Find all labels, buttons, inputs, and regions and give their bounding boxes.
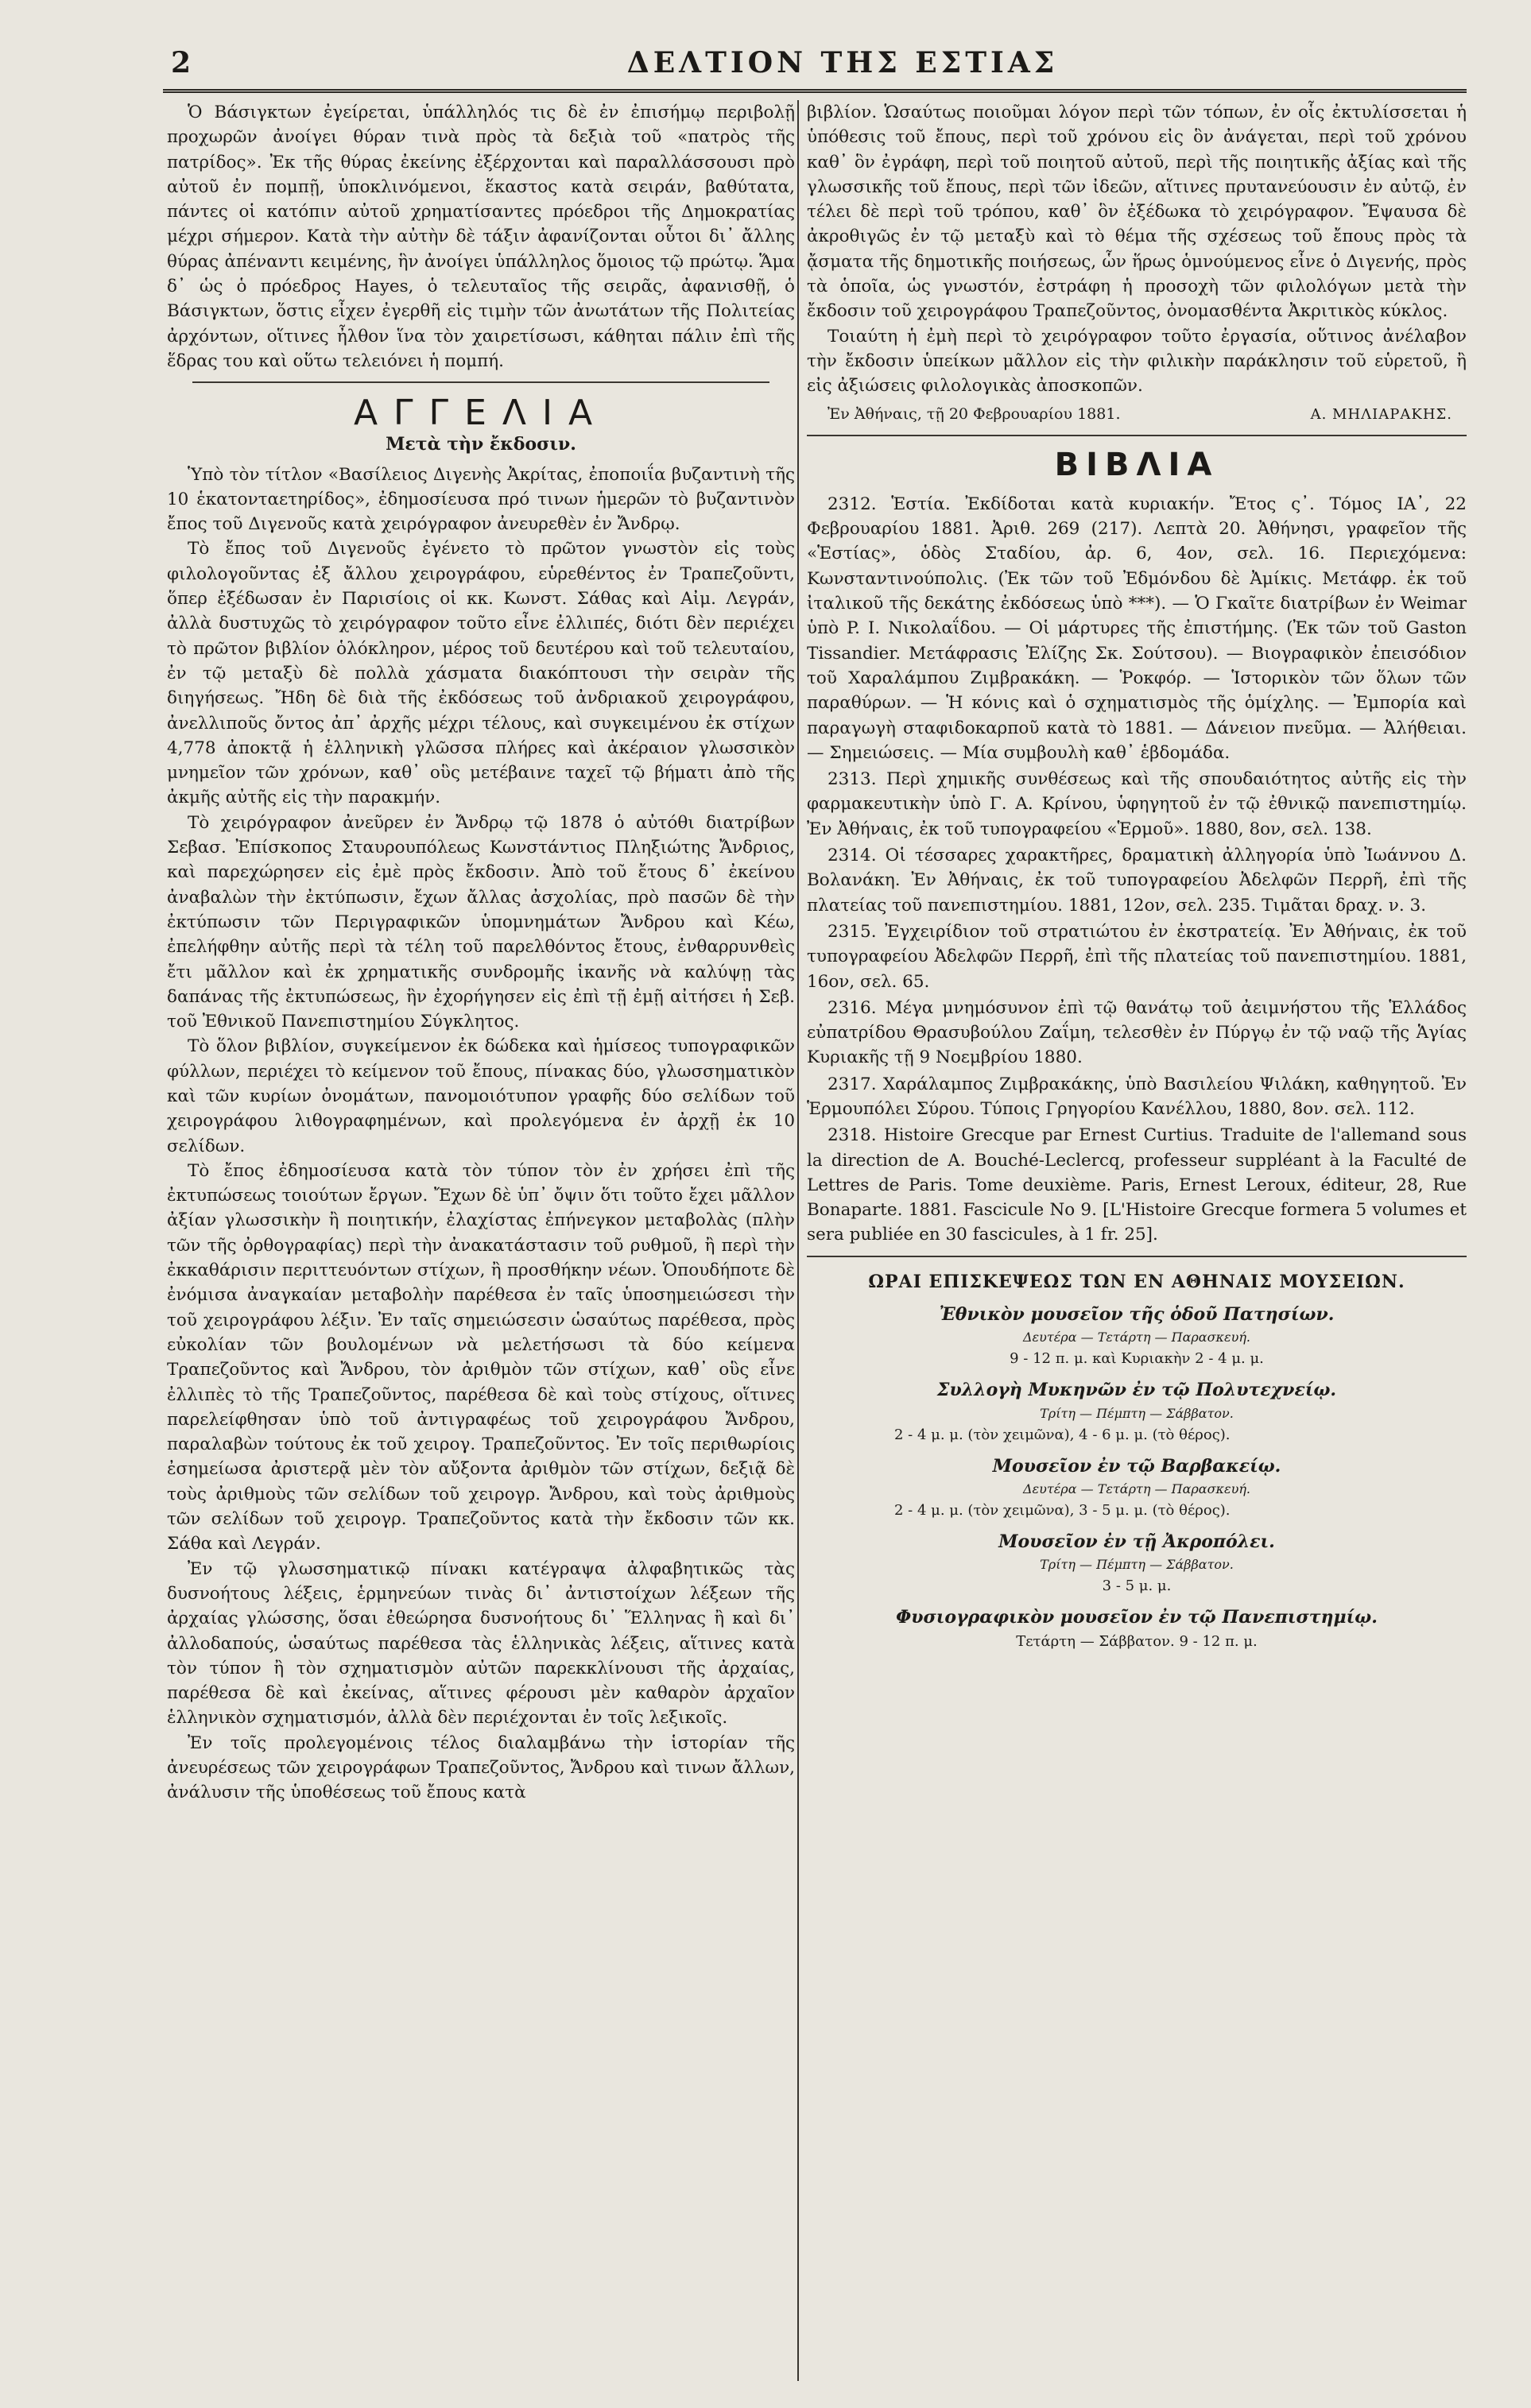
museum-name: Μουσεῖον ἐν τῇ Ἀκροπόλει. <box>998 1531 1275 1552</box>
date-line: Ἐν Ἀθήναις, τῇ 20 Φεβρουαρίου 1881. <box>828 405 1121 423</box>
book-entry: 2317. Χαράλαμπος Ζιμβρακάκης, ὑπὸ Βασιλείου Ψιλάκη, καθηγητοῦ. Ἐν Ἑρμουπόλει Σύρου. Τύποις Γρηγορίου Κανέλλου, 1880, 8ον. σελ. 112. <box>807 1074 1467 1119</box>
right-column <box>807 100 1467 1653</box>
book-entry: 2312. Ἑστία. Ἐκδίδοται κατὰ κυριακήν. Ἔτος ς᾽. Τόμος ΙΑ᾽, 22 Φεβρουαρίου 1881. Ἀριθ. 269 (217). Λεπτὰ 20. Ἀθήνησι, γραφεῖον τῆς «Ἑστίας», ὁδὸς Σταδίου, ἀρ. 6, 4ον, σελ. 16. Περιεχόμενα: Κωνσταντινούπολις. (Ἐκ τῶν τοῦ Ἐδμόνδου δὲ Ἀμίκις. Μετάφρ. ἐκ τοῦ ἰταλικοῦ τῆς δεκάτης ἐκδόσεως ὑπὸ ***). — Ὁ Γκαῖτε διατρίβων ἐν Weimar ὑπὸ P. I. Νικολαΐδου. — Οἱ μάρτυρες τῆς ἐπιστήμης. (Ἐκ τῶν τοῦ Gaston Tissandier. Μετάφρασις Ἐλίζης Σκ. Σούτσου). — Βιογραφικὸν ἐπεισόδιον τοῦ Χαραλάμπου Ζιμβρακάκη. — Ῥοκφόρ. — Ἱστορικὸν τῶν ὅλων τῶν παραθύρων. — Ἡ κόνις καὶ ὁ σχηματισμὸς τῆς ὁμίχλης. — Ἐμπορία καὶ παραγωγὴ σταφιδοκαρποῦ κατὰ τὸ 1881. — Δάνειον πνεῦμα. — Ἀλήθειαι. — Σημειώσεις. — Μία συμβουλὴ καθ᾽ ἑβδομάδα. <box>807 494 1467 763</box>
book-entry: 2313. Περὶ χημικῆς συνθέσεως καὶ τῆς σπουδαιότητος αὐτῆς εἰς τὴν φαρμακευτικὴν ὑπὸ Γ. Α. Κρίνου, ὑφηγητοῦ ἐν τῷ ἐθνικῷ πανεπιστημίῳ. Ἐν Ἀθήναις, ἐκ τοῦ τυπογραφείου «Ἑρμοῦ». 1880, 8ον, σελ. 138. <box>807 769 1467 839</box>
section-divider <box>807 1256 1467 1257</box>
museum-item <box>807 1605 1467 1652</box>
museum-item <box>807 1530 1467 1597</box>
book-entry: 2316. Μέγα μνημόσυνον ἐπὶ τῷ θανάτῳ τοῦ ἀειμνήστου τῆς Ἑλλάδος εὐπατρίδου Θρασυβούλου Ζαΐμη, τελεσθὲν ἐν Πύργῳ ἐν τῷ ναῷ τῆς Ἁγίας Κυριακῆς τῇ 9 Νοεμβρίου 1880. <box>807 997 1467 1068</box>
signature-line <box>807 402 1467 427</box>
left-column <box>167 100 795 1806</box>
announcement-paragraph: Ἐν τοῖς προλεγομένοις τέλος διαλαμβάνω τὴν ἱστορίαν τῆς ἀνευρέσεως τῶν χειρογράφων Τραπεζοῦντος, Ἄνδρου καὶ τινων ἄλλων, ἀνάλυσιν τῆς ὑποθέσεως τοῦ ἔπους κατὰ <box>167 1732 795 1803</box>
announcement-paragraph: Τὸ ὅλον βιβλίον, συγκείμενον ἐκ δώδεκα καὶ ἡμίσεος τυπογραφικῶν φύλλων, περιέχει τὸ κείμενον τοῦ ἔπους, πίνακας δύο, γλωσσηματικὸν καὶ τῶν κυρίων ὀνομάτων, πανομοιότυπον γραφῆς δύο σελίδων τοῦ χειρογράφου λιθογραφημένων, καὶ προλεγόμενα ἐν ἀρχῇ ἐκ 10 σελίδων. <box>167 1036 795 1156</box>
museums-title: ΩΡΑΙ ΕΠΙΣΚΕΨΕΩΣ ΤΩΝ ΕΝ ΑΘΗΝΑΙΣ ΜΟΥΣΕΙΩΝ. <box>868 1271 1405 1292</box>
announcement-paragraph: Τὸ ἔπος ἐδημοσίευσα κατὰ τὸν τύπον τὸν ἐν χρήσει ἐπὶ τῆς ἐκτυπώσεως τοιούτων ἔργων. Ἔχων δὲ ὑπ᾽ ὄψιν ὅτι τοῦτο ἔχει μᾶλλον ἀξίαν γλωσσικὴν ἢ ποιητικήν, ἐλαχίστας ἐπήνεγκον μεταβολὰς (πλὴν τῶν τῆς ὀρθογραφίας) περὶ τὴν ἀνακατάστασιν τοῦ ρυθμοῦ, ἢ περὶ τὴν ἐκκαθάρισιν περιττευόντων στίχων, ἢ προσθήκην νέων. Ὁπουδήποτε δὲ ἐνόμισα ἀναγκαίαν μεταβολὴν παρέθεσα ἐν ταῖς ὑποσημειώσεσι τὴν τοῦ χειρογράφου λέξιν. Ἐν ταῖς σημειώσεσιν ὡσαύτως παρέθεσα, πρὸς εὐκολίαν τῶν βουλομένων νὰ μελετήσωσι τὰ δύο κείμενα Τραπεζοῦντος καὶ Ἄνδρου, τὸν ἀριθμὸν τῶν στίχων, καθ᾽ οὓς εἶνε ἐλλιπὲς τὸ τῆς Τραπεζοῦντος, παρέθεσα δὲ καὶ τοὺς στίχους, οἵτινες παρελείφθησαν ὑπὸ τοῦ ἀντιγραφέως τοῦ χειρογράφου Ἄνδρου, παραλαβὼν τούτους ἐκ τοῦ χειρογ. Τραπεζοῦντος. Ἐν τοῖς περιθωρίοις ἐσημείωσα ἀριστερᾷ μὲν τὸν αὔξοντα ἀριθμὸν τῶν στίχων, δεξιᾷ δὲ τοὺς ἀριθμοὺς τῶν σελίδων τοῦ χειρογρ. Ἄνδρου, καὶ τοὺς ἀριθμοὺς τῶν σελίδων τοῦ χειρογρ. Τραπεζοῦντος κατὰ τὴν ἔκδοσιν τῶν κκ. Σάθα καὶ Λεγράν. <box>167 1160 795 1554</box>
section-divider <box>192 381 770 383</box>
museum-days: Δευτέρα — Τετάρτη — Παρασκευή. <box>1023 1481 1250 1496</box>
book-entry: 2318. Histoire Grecque par Ernest Curtius. Traduite de l'allemand sous la direction de A. Bouché-Leclercq, professeur suppléant à la Faculté de Lettres de Paris. Tome deuxième. Paris, Ernest Leroux, éditeur, 28, Rue Bonaparte. 1881. Fascicule No 9. [L'Histoire Grecque formera 5 volumes et sera publiée en 30 fascicules, à 1 fr. 25]. <box>807 1125 1467 1245</box>
announcement-paragraph: Τὸ χειρόγραφον ἀνεῦρεν ἐν Ἄνδρῳ τῷ 1878 ὁ αὐτόθι διατρίβων Σεβασ. Ἐπίσκοπος Σταυρουπόλεως Κωνστάντιος Πληξιώτης Ἄνδριος, καὶ παρεχώρησεν εἰς ἐμὲ πρὸς ἔκδοσιν. Ἀπὸ τοῦ ἔτους δ᾽ ἐκείνου ἀναβαλὼν τὴν ἐκτύπωσιν, ἔχων ἄλλας ἀσχολίας, πρὸ πασῶν δὲ τὴν ἐκτύπωσιν τῶν Περιγραφικῶν ὑπομνημάτων Ἄνδρου καὶ Κέω, ἐπελήφθην αὐτῆς περὶ τὰ τέλη τοῦ παρελθόντος ἔτους, ἐνθαρρυνθεὶς ἔτι μᾶλλον καὶ ἐκ χρηματικῆς συνδρομῆς ἱκανῆς νὰ καλύψῃ τὰς δαπάνας τῆς ἐκτυπώσεως, ἣν ἐχορήγησεν εἰς ἐπὶ τῇ ἐμῇ αἰτήσει ἡ Σεβ. τοῦ Ἐθνικοῦ Πανεπιστημίου Σύγκλητος. <box>167 812 795 1032</box>
museum-name: Μουσεῖον ἐν τῷ Βαρβακείῳ. <box>992 1455 1281 1477</box>
book-entry: 2315. Ἐγχειρίδιον τοῦ στρατιώτου ἐν ἐκστρατείᾳ. Ἐν Ἀθήναις, ἐκ τοῦ τυπογραφείου Ἀδελφῶν Περρῆ, ἐπὶ τῆς πλατείας τοῦ πανεπιστημίου. 1881, 16ον, σελ. 65. <box>807 921 1467 992</box>
museum-name: Ἐθνικὸν μουσεῖον τῆς ὁδοῦ Πατησίων. <box>939 1304 1335 1326</box>
announcement-continuation: βιβλίον. Ὡσαύτως ποιοῦμαι λόγον περὶ τῶν τόπων, ἐν οἷς ἐκτυλίσσεται ἡ ὑπόθεσις τοῦ ἔπους, περὶ τοῦ χρόνου εἰς ὃν ἀνάγεται, περὶ τοῦ χρόνου καθ᾽ ὃν ἐγράφη, περὶ τοῦ ποιητοῦ αὐτοῦ, περὶ τῆς ποιητικῆς ἀξίας καὶ τῆς γλωσσικῆς τοῦ ἔπους, περὶ τῶν ἰδεῶν, αἵτινες πρυτανεύουσιν ἐν αὐτῷ, ἐν τέλει δὲ περὶ τοῦ τρόπου, καθ᾽ ὃν ἐξέδωκα τὸ χειρόγραφον. Ἔψαυσα δὲ ἀκροθιγῶς ἐν τῷ μεταξὺ καὶ τὸ θέμα τῆς σχέσεως τοῦ ἔπους πρὸς τὰ ᾄσματα τῆς δημοτικῆς ποιήσεως, ὧν ἥρως ὁμνούμενος εἶνε ὁ Διγενής, πρὸς τὰ ὁποῖα, ὡς γνωστόν, ἐστράφη ἡ προσοχὴ τῶν φιλολόγων μετὰ τὴν ἔκδοσιν τοῦ χειρογράφου Τραπεζοῦντος, ὀνομασθέντα Ἀκριτικὸς κύκλος. <box>807 103 1467 322</box>
section-divider <box>807 435 1467 436</box>
museum-item <box>807 1303 1467 1370</box>
announcement-paragraph: Τὸ ἔπος τοῦ Διγενοῦς ἐγένετο τὸ πρῶτον γνωστὸν εἰς τοὺς φιλολογοῦντας ἐξ ἄλλου χειρογράφου, εὑρεθέντος ἐν Τραπεζοῦντι, ὅπερ ἐξέδωσαν ἐν Παρισίοις οἱ κκ. Κωνστ. Σάθας καὶ Αἰμ. Λεγράν, ἀλλὰ δυστυχῶς τὸ χειρόγραφον τοῦτο εἶνε ἐλλιπές, διότι δὲν περιέχει τὸ πρῶτον βιβλίον ὁλόκληρον, μέρος τοῦ δευτέρου καὶ τοῦ τελευταίου, ἐν τῷ μεταξὺ δὲ πολλὰ χάσματα διακόπτουσι τὴν σειρὰν τῆς διηγήσεως. Ἤδη δὲ διὰ τῆς ἐκδόσεως τοῦ ἀνδριακοῦ χειρογράφου, ἀνελλιποῦς ὄντος ἀπ᾽ ἀρχῆς μέχρι τέλους, καὶ συγκειμένου ἐκ στίχων 4,778 ἀποκτᾷ ἡ ἑλληνικὴ γλῶσσα πλήρες καὶ ἀκέραιον γλωσσικὸν μνημεῖον τῶν χρόνων, καθ᾽ οὓς μετέβαινε ταχεῖ τῷ βήματι ἀπὸ τῆς ἀκμῆς αὐτῆς εἰς τὴν παρακμήν. <box>167 539 795 808</box>
museum-name: Φυσιογραφικὸν μουσεῖον ἐν τῷ Πανεπιστημίῳ. <box>896 1607 1378 1628</box>
header-rule <box>163 89 1467 93</box>
museum-days: Τρίτη — Πέμπτη — Σάββατον. <box>1040 1405 1234 1421</box>
museum-hours: 3 - 5 μ. μ. <box>1102 1578 1172 1595</box>
museum-hours: 2 - 4 μ. μ. (τὸν χειμῶνα), 3 - 5 μ. μ. (τὸ θέρος). <box>894 1501 1231 1519</box>
museum-hours: Τετάρτη — Σάββατον. 9 - 12 π. μ. <box>1016 1632 1258 1650</box>
museum-hours: 2 - 4 μ. μ. (τὸν χειμῶνα), 4 - 6 μ. μ. (τὸ θέρος). <box>894 1426 1231 1443</box>
announcement-title: ΑΓΓΕΛΙΑ <box>353 393 609 434</box>
museum-item <box>807 1378 1467 1446</box>
museum-days: Τρίτη — Πέμπτη — Σάββατον. <box>1040 1557 1234 1573</box>
museum-days: Δευτέρα — Τετάρτη — Παρασκευή. <box>1023 1330 1250 1345</box>
museum-name: Συλλογὴ Μυκηνῶν ἐν τῷ Πολυτεχνείῳ. <box>936 1380 1337 1401</box>
column-rule <box>797 100 799 2381</box>
announcement-closing: Τοιαύτη ἡ ἐμὴ περὶ τὸ χειρόγραφον τοῦτο ἐργασία, οὕτινος ἀνέλαβον τὴν ἔκδοσιν ὑπείκων μᾶλλον εἰς τὴν φιλικὴν παράκλησιν τοῦ εὑρετοῦ, ἢ εἰς ἀξιώσεις φιλολογικὰς ἀποσκοπῶν. <box>807 326 1467 397</box>
intro-paragraph: Ὁ Βάσιγκτων ἐγείρεται, ὑπάλληλός τις δὲ ἐν ἐπισήμῳ περιβολῇ προχωρῶν ἀνοίγει θύραν τινὰ πρὸς τὰ δεξιὰ τοῦ «πατρὸς τῆς πατρίδος». Ἐκ τῆς θύρας ἐκείνης ἐξέρχονται καὶ παραλλάσσουσι πρὸ αὐτοῦ ἐν πομπῇ, ὑποκλινόμενοι, ἕκαστος κατὰ σειράν, βαθύτατα, πάντες οἱ κατόπιν αὐτοῦ χρηματίσαντες πρόεδροι τῆς Δημοκρατίας μέχρι σήμερον. Κατὰ τὴν αὐτὴν δὲ τάξιν ἀφανίζονται οὗτοι δι᾽ ἄλλης θύρας ἀπέναντι κειμένης, ἣν ἀνοίγει ὑπάλληλος ὅμοιος τῷ πρώτῳ. Ἅμα δ᾽ ὡς ὁ πρόεδρος Hayes, ὁ τελευταῖος τῆς σειρᾶς, ἀφανισθῇ, ὁ Βάσιγκτων, ὅστις εἶχεν ἐγερθῆ εἰς τιμὴν τῶν ἀνωτάτων τῆς Πολιτείας ἀρχόντων, οἵτινες ἦλθον ἵνα τὸν χαιρετίσωσι, κάθηται πάλιν ἐπὶ τῆς ἕδρας του καὶ οὕτω τελειόνει ἡ πομπή. <box>167 103 795 371</box>
page-number: 2 <box>171 46 192 79</box>
signature: Α. ΜΗΛΙΑΡΑΚΗΣ. <box>1310 405 1452 423</box>
running-title: ΔΕΛΤΙΟΝ ΤΗΣ ΕΣΤΙΑΣ <box>626 46 1059 79</box>
book-entry: 2314. Οἱ τέσσαρες χαρακτῆρες, δραματικὴ ἀλληγορία ὑπὸ Ἰωάννου Δ. Βολανάκη. Ἐν Ἀθήναις, ἐκ τοῦ τυπογραφείου Ἀδελφῶν Περρῆ, ἐπὶ τῆς πλατείας τοῦ πανεπιστημίου. 1881, 12ον, σελ. 235. Τιμᾶται δραχ. ν. 3. <box>807 846 1467 916</box>
books-title: ΒΙΒΛΙΑ <box>1054 446 1219 483</box>
announcement-subtitle: Μετὰ τὴν ἔκδοσιν. <box>386 434 576 455</box>
announcement-paragraph: Ὑπὸ τὸν τίτλον «Βασίλειος Διγενὴς Ἀκρίτας, ἐποποιΐα βυζαντινὴ τῆς 10 ἑκατονταετηρίδος», ἐδημοσίευσα πρό τινων ἡμερῶν τὸ βυζαντινὸν ἔπος τοῦ Διγενοῦς κατὰ χειρόγραφον ἀνευρεθὲν ἐν Ἄνδρῳ. <box>167 464 795 535</box>
announcement-paragraph: Ἐν τῷ γλωσσηματικῷ πίνακι κατέγραψα ἀλφαβητικῶς τὰς δυσνοήτους λέξεις, ἑρμηνεύων τινὰς δι᾽ ἀντιστοίχων λέξεων τῆς ἀρχαίας γλώσσης, ὅσαι ἐθεώρησα δυσνοήτους δι᾽ Ἕλληνας ἢ καὶ δι᾽ ἀλλοδαπούς, ὡσαύτως παρέθεσα τὰς ἑλληνικὰς λέξεις, αἵτινες κατὰ τὸν τύπον ἢ τὸν σχηματισμὸν αὐτῶν παρεκκλίνουσι τῆς ἀρχαίας, παρέθεσα δὲ καὶ ἐκείνας, αἵτινες φέρουσι μὲν καθαρὸν ἀρχαῖον ἑλληνικὸν σχηματισμόν, ἀλλὰ δὲν περιέχονται ἐν τοῖς λεξικοῖς. <box>167 1558 795 1729</box>
museum-hours: 9 - 12 π. μ. καὶ Κυριακὴν 2 - 4 μ. μ. <box>1010 1350 1264 1368</box>
museum-item <box>807 1454 1467 1522</box>
